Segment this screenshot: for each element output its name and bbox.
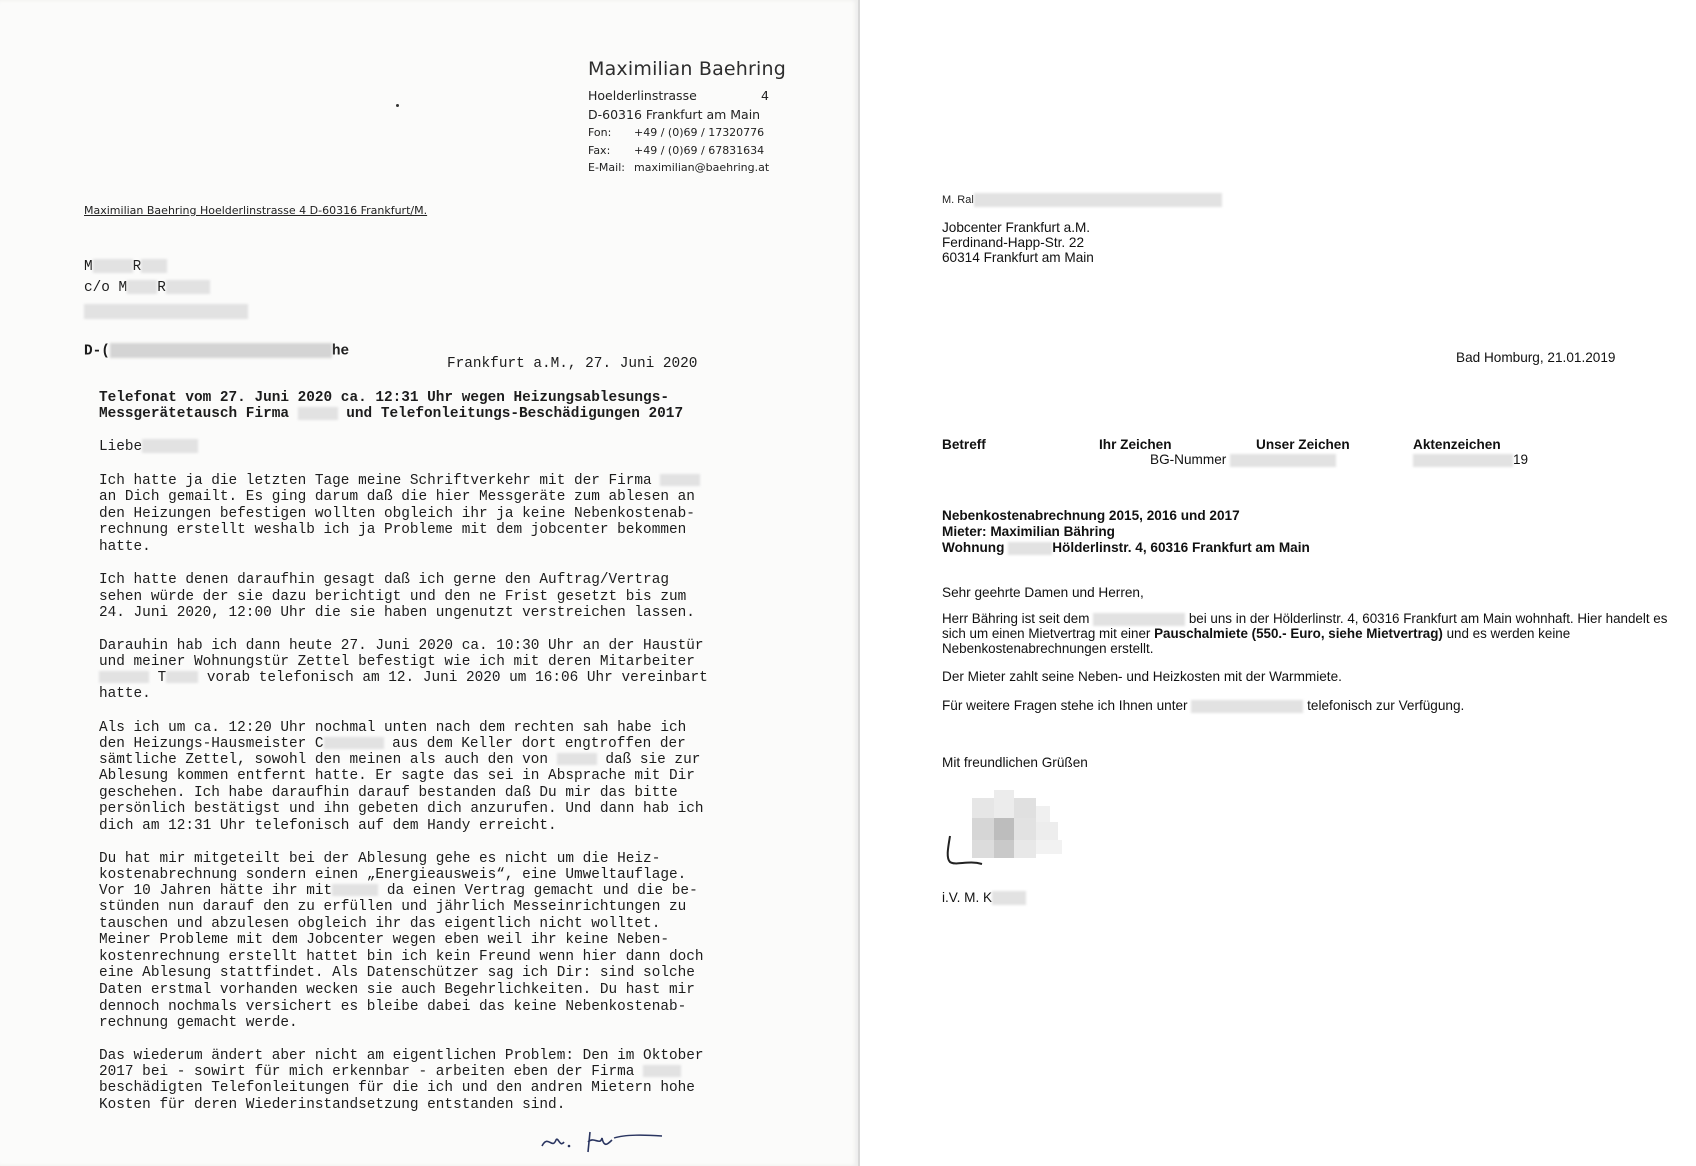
subject-line-2: Mieter: Maximilian Bähring xyxy=(942,524,1115,539)
redaction xyxy=(1413,454,1513,467)
closing: Mit freundlichen Grüßen xyxy=(942,755,1088,770)
letterhead-name: Maximilian Baehring xyxy=(588,58,787,80)
paragraph-5-line-1: Du hat mir mitgeteilt bei der Ablesung gehe es nicht um die Heiz- xyxy=(99,851,661,867)
paragraph-2: Ich hatte denen daraufhin gesagt daß ich gerne den Auftrag/Vertrag sehen würde der sie dazu berichtigt und den ne Frist gesetzt bis zum 24. Juni 2020, 12:00 Uhr die sie haben ungenutzt verstreichen lassen. xyxy=(99,572,695,622)
body-paragraph-1: Herr Bähring ist seit dem bei uns in der Hölderlinstr. 4, 60316 Frankfurt am Main wohnhaft. Hier handelt es sich um einen Mietvertrag mit einer Pauschalmiete (550.- Euro, siehe Mietvertrag) und es werden keine Nebenkostenabrechnungen erstellt. xyxy=(942,611,1668,656)
paragraph-4-line-2: den Heizungs-Hausmeister C aus dem Keller dort engtroffen der xyxy=(99,736,686,752)
recipient-line-4: D-( he xyxy=(84,343,350,360)
paragraph-3-line-2: und meiner Wohnungstür Zettel befestigt wie ich mit deren Mitarbeiter xyxy=(99,654,695,670)
recipient-line-3: 60314 Frankfurt am Main xyxy=(942,250,1094,265)
redaction xyxy=(1008,542,1052,555)
letterhead-fon-label: Fon: xyxy=(588,126,612,139)
subject-line-1: Nebenkostenabrechnung 2015, 2016 und 2017 xyxy=(942,508,1240,523)
redaction xyxy=(324,737,384,749)
paragraph-4-line-1: Als ich um ca. 12:20 Uhr nochmal unten nach dem rechten sah habe ich xyxy=(99,720,687,736)
redaction xyxy=(166,671,198,683)
letterhead-house-number: 4 xyxy=(761,88,769,103)
ref-unser-zeichen: Unser Zeichen xyxy=(1256,437,1350,452)
paragraph-3-line-1: Darauhin hab ich dann heute 27. Juni 2020 ca. 10:30 Uhr an der Haustür xyxy=(99,638,704,654)
letterhead-fax-value: +49 / (0)69 / 67831634 xyxy=(634,144,765,157)
date-line: Frankfurt a.M., 27. Juni 2020 xyxy=(447,356,698,372)
redaction xyxy=(557,753,597,765)
redaction xyxy=(1191,700,1303,713)
redaction xyxy=(1230,454,1336,467)
subject-line-2: Messgerätetausch Firma und Telefonleitungs-Beschädigungen 2017 xyxy=(99,406,684,422)
letterhead-email-value: maximilian@baehring.at xyxy=(634,161,770,174)
letterhead-fon-value: +49 / (0)69 / 17320776 xyxy=(634,126,765,139)
greeting: Sehr geehrte Damen und Herren, xyxy=(942,585,1144,600)
recipient-line-2: c/o M R xyxy=(84,280,210,297)
redaction xyxy=(643,1065,681,1077)
salutation: Liebe xyxy=(99,439,198,456)
paragraph-5-line-3: Vor 10 Jahren hätte ihr mit da einen Vertrag gemacht und die be- xyxy=(99,883,698,899)
redaction xyxy=(1093,613,1185,626)
paragraph-3-line-3: T vorab telefonisch am 12. Juni 2020 um 16:06 Uhr vereinbart xyxy=(99,670,708,687)
paragraph-6-line-2: 2017 bei - sowirt für mich erkennbar - arbeiten eben der Firma xyxy=(99,1064,681,1081)
recipient-line-3-redacted xyxy=(84,302,248,317)
paragraph-1-line-1: Ich hatte ja die letzten Tage meine Schriftverkehr mit der Firma xyxy=(99,473,700,490)
redaction xyxy=(127,280,157,294)
paragraph-6-line-1: Das wiederum ändert aber nicht am eigentlichen Problem: Den im Oktober xyxy=(99,1048,704,1064)
ref-aktenzeichen: Aktenzeichen xyxy=(1413,437,1501,452)
subject-line-3: Wohnung Hölderlinstr. 4, 60316 Frankfurt am Main xyxy=(942,540,1310,555)
redaction xyxy=(166,280,210,294)
right-letter-page xyxy=(860,0,1696,1166)
handwritten-signature xyxy=(538,1124,668,1158)
return-address: Maximilian Baehring Hoelderlinstrasse 4 D-60316 Frankfurt/M. xyxy=(84,204,428,217)
redaction xyxy=(141,259,167,273)
paragraph-5-rest: stünden nun darauf den zu erfüllen und jährlich Messeinrichtungen zu tauschen und abzulesen obgleich ihr das eigentlich nicht wolltet. Meiner Probleme mit dem Jobcenter wegen eben weil ihr keine Neben- kostenrechnung erstellt hattet bin ich kein Freund wenn hier dann doch eine Ablesung stattfindet. Als Datenschützer sag ich Dir: sind solche Daten erstmal vorhanden wecken sie auch Begehrlichkeiten. Du hast mir dennoch nochmals versichert es bleibe dabei das keine Nebenkostenab- rechnung gemacht werde. xyxy=(99,899,704,1032)
redaction xyxy=(142,439,198,453)
signatory: i.V. M. K xyxy=(942,890,1026,905)
redaction xyxy=(110,343,332,358)
redaction xyxy=(992,891,1026,905)
paragraph-5-line-2: kostenabrechnung sondern einen „Energieausweis“, eine Umweltauflage. xyxy=(99,867,687,883)
redaction xyxy=(660,474,700,486)
letterhead-fax-label: Fax: xyxy=(588,144,611,157)
letterhead-street: Hoelderlinstrasse xyxy=(588,88,697,103)
recipient-line-1: Jobcenter Frankfurt a.M. xyxy=(942,220,1091,235)
redaction xyxy=(974,193,1222,207)
subject-line-1: Telefonat vom 27. Juni 2020 ca. 12:31 Uhr wegen Heizungsablesungs- xyxy=(99,390,669,406)
paragraph-6-rest: beschädigten Telefonleitungen für die ich und den andren Mietern hohe Kosten für deren Wiederinstandsetzung entstanden sind. xyxy=(99,1080,695,1113)
place-date: Bad Homburg, 21.01.2019 xyxy=(1456,350,1616,365)
paragraph-4-rest: Ablesung kommen entfernt hatte. Er sagte das sei in Absprache mit Dir geschehen. Ich habe daraufhin darauf bestanden daß Du mir das bitte persönlich bestätigst und ihn gebeten dich anzurufen. Und dann hab ich dich am 12:31 Uhr telefonisch auf dem Handy erreicht. xyxy=(99,768,704,834)
ref-betreff: Betreff xyxy=(942,437,986,452)
ref-ihr-zeichen: Ihr Zeichen xyxy=(1099,437,1172,452)
paragraph-3-line-4: hatte. xyxy=(99,686,151,702)
pixelated-signature xyxy=(942,790,1082,872)
body-paragraph-2: Der Mieter zahlt seine Neben- und Heizkosten mit der Warmmiete. xyxy=(942,669,1342,684)
paragraph-1-rest: an Dich gemailt. Es ging darum daß die hier Messgeräte zum ablesen an den Heizungen befestigen wollten obgleich ihr ja keine Nebenkostenab- rechnung erstellt weshalb ich ja Probleme mit dem jobcenter bekommen hatte. xyxy=(99,489,695,555)
redaction xyxy=(84,304,248,319)
redaction xyxy=(298,407,338,420)
letterhead-email-label: E-Mail: xyxy=(588,161,625,174)
redaction xyxy=(99,671,149,683)
recipient-line-1: M R xyxy=(84,259,167,276)
sender-line: M. Ral xyxy=(942,193,1222,207)
letterhead-city: D-60316 Frankfurt am Main xyxy=(588,107,761,122)
body-paragraph-3: Für weitere Fragen stehe ich Ihnen unter telefonisch zur Verfügung. xyxy=(942,698,1465,713)
ref-bg-number: BG-Nummer xyxy=(1150,452,1336,467)
scan-speck xyxy=(396,104,399,107)
recipient-line-2: Ferdinand-Happ-Str. 22 xyxy=(942,235,1085,250)
redaction xyxy=(93,259,133,273)
redaction xyxy=(332,884,378,896)
ref-aktenzeichen-value: 19 xyxy=(1413,452,1528,467)
paragraph-4-line-3: sämtliche Zettel, sowohl den meinen als auch den von daß sie zur xyxy=(99,752,701,768)
